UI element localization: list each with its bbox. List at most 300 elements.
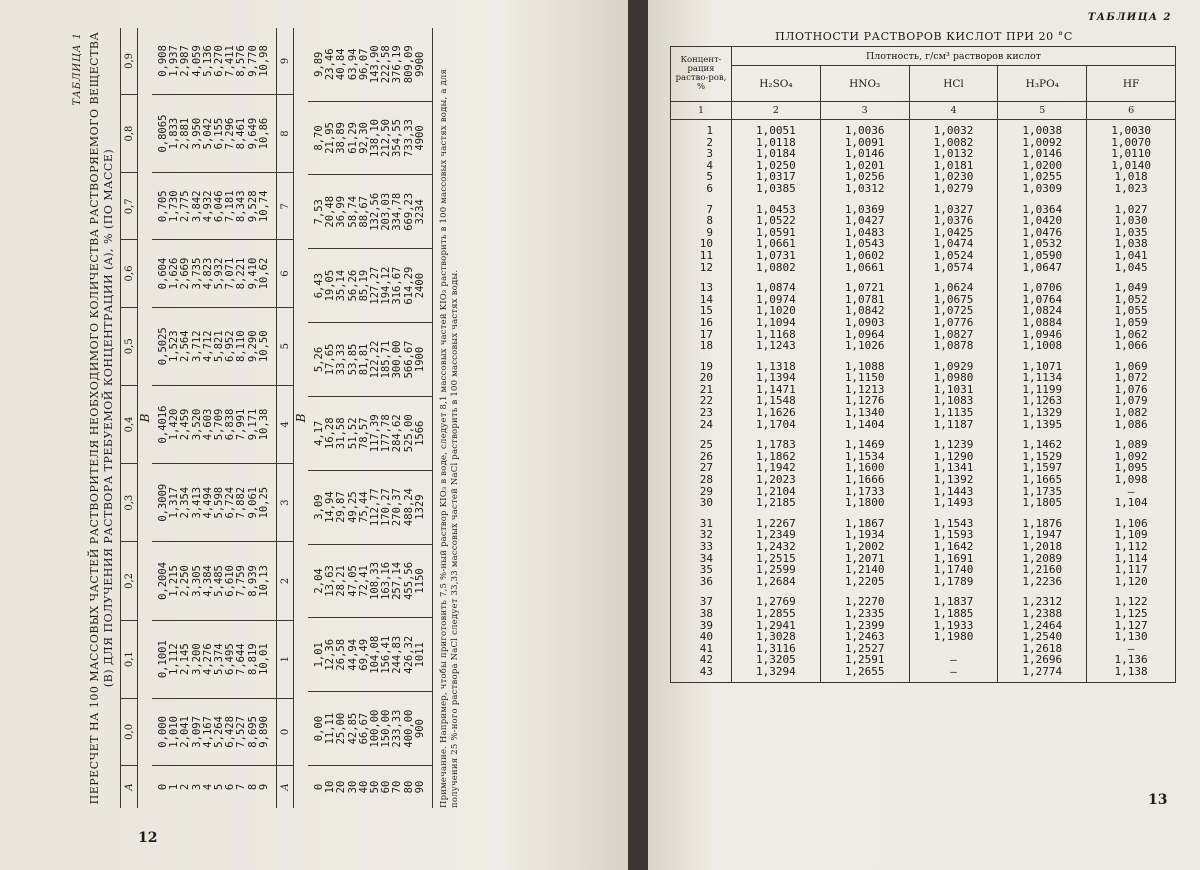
density-value: 1,120 (1114, 574, 1148, 588)
density-value: 1,2089 (1022, 551, 1063, 565)
density-value: 1,138 (1114, 664, 1148, 678)
cell-value: 10,25 (257, 486, 270, 519)
section-letter: B (138, 413, 152, 423)
cell-value: 0,5025 (157, 327, 169, 366)
cell-value: 7,759 (235, 565, 248, 597)
cell-value: 49,25 (346, 491, 359, 523)
cell-value: 1,215 (168, 565, 181, 597)
cell-value: 85,19 (357, 269, 370, 302)
density-value: 1,2349 (756, 528, 796, 542)
cell-value: 11,11 (324, 712, 337, 745)
cell-value: 10,38 (257, 408, 270, 441)
cell-value: 400,00 (402, 709, 415, 748)
density-value: 1,1135 (933, 406, 974, 420)
cell-value: 9,290 (246, 330, 259, 363)
table-1-section-2 (294, 28, 433, 808)
density-value: 1,1341 (933, 461, 974, 475)
cell-value: 244,83 (391, 635, 404, 674)
row-id: 1 (168, 783, 181, 791)
cell-value: 122,22 (369, 340, 382, 379)
cell-value: 5,374 (213, 643, 226, 675)
density-cell-hno3 (820, 277, 909, 356)
density-value: 1,2540 (1022, 630, 1063, 644)
cell-value: 0,908 (157, 45, 169, 77)
cell-value: 58,74 (346, 195, 359, 228)
row-id: 0 (313, 783, 326, 791)
density-value: 1,0369 (844, 202, 885, 216)
density-cell-h2so4 (732, 277, 821, 356)
data-column (152, 240, 277, 307)
density-value: 1,3294 (756, 664, 796, 678)
density-value: 1,1276 (844, 394, 885, 408)
cell-value: 14,94 (324, 491, 337, 523)
cell-value: 150,00 (380, 709, 393, 748)
table-row-group (671, 591, 1176, 682)
cell-value: 6,495 (224, 643, 237, 675)
density-value: 1,0647 (1022, 260, 1063, 274)
density-cell-hf (1087, 277, 1176, 356)
density-value: 1,1443 (933, 484, 974, 498)
cell-value: 8,343 (235, 190, 248, 223)
density-value: 1,2696 (1022, 653, 1063, 667)
density-value: 1,2023 (756, 473, 796, 487)
concentration-value: 19 (699, 359, 713, 373)
column-header: 0,3 (121, 464, 138, 542)
density-cell-h2so4 (732, 591, 821, 682)
density-value: 1,0884 (1022, 315, 1063, 329)
density-value: 1,079 (1114, 394, 1148, 408)
cell-value: 4,059 (190, 45, 203, 77)
concentration-value: 1 (706, 124, 713, 137)
density-value: 1,092 (1114, 449, 1148, 463)
acid-header: H₂SO₄ (732, 66, 821, 102)
density-cell-h3po4 (998, 199, 1087, 278)
concentration-value: 27 (699, 461, 713, 475)
cell-value: 7,071 (224, 257, 237, 290)
concentration-cell (671, 356, 732, 435)
density-value: 1,127 (1114, 618, 1148, 632)
cell-value: 6,724 (224, 486, 237, 519)
concentration-cell (671, 513, 732, 592)
cell-value: 7,527 (235, 716, 248, 748)
cell-value: 35,14 (335, 269, 348, 302)
density-value: 1,2140 (844, 563, 885, 577)
cell-value: 9,89 (313, 51, 326, 77)
cell-value: 8,939 (246, 565, 259, 597)
cell-value: 284,62 (391, 414, 404, 453)
density-value: 1,062 (1114, 327, 1148, 341)
concentration-value: 4 (706, 158, 713, 172)
cell-value: 4,712 (201, 330, 214, 363)
cell-value: 257,14 (391, 561, 404, 600)
concentration-value: 30 (699, 496, 713, 510)
column-header: 0,7 (121, 173, 138, 240)
cell-value: 4,384 (201, 565, 214, 597)
density-value: 1,1529 (1022, 449, 1063, 463)
row-id: 7 (235, 783, 248, 791)
density-value: 1,1534 (844, 449, 885, 463)
column-number: 2 (732, 102, 821, 120)
cell-value: 81,81 (357, 343, 370, 376)
density-value: 1,0781 (844, 292, 885, 306)
column-header: 0,1 (121, 620, 138, 698)
cell-value: 12,36 (324, 638, 337, 671)
cell-value: 185,71 (380, 340, 393, 379)
density-cell-hno3 (820, 356, 909, 435)
density-value: 1,1026 (844, 339, 885, 353)
cell-value: 36,99 (335, 195, 348, 228)
density-cell-h2so4 (732, 199, 821, 278)
cell-value: 3,413 (190, 486, 203, 519)
cell-value: 6,270 (213, 45, 226, 77)
concentration-value: 18 (699, 339, 713, 353)
density-value: 1,041 (1114, 248, 1148, 262)
cell-value: 1,937 (168, 45, 181, 77)
density-value: 1,114 (1114, 551, 1148, 565)
cell-value: 354,55 (391, 119, 404, 157)
row-id: 8 (246, 783, 259, 791)
density-value: 1,0929 (933, 359, 974, 373)
density-value: 1,1392 (933, 473, 974, 487)
density-value: 1,027 (1114, 202, 1148, 216)
density-value: 1,1394 (756, 371, 796, 385)
data-column (152, 28, 277, 94)
density-value: 1,0036 (844, 124, 885, 137)
column-number: 1 (671, 102, 732, 120)
density-value: 1,0250 (756, 158, 796, 172)
cell-value: 334,78 (391, 192, 404, 231)
density-cell-hcl (909, 513, 998, 592)
concentration-value: 13 (699, 281, 713, 295)
concentration-value: 39 (699, 618, 713, 632)
concentration-value: 38 (699, 606, 713, 620)
density-value: 1,0731 (756, 248, 796, 262)
density-value: 1,2399 (844, 618, 885, 632)
cell-value: 112,77 (369, 488, 382, 527)
density-value: 1,0524 (933, 248, 974, 262)
density-value: 1,2335 (844, 606, 885, 620)
concentration-value: 41 (699, 641, 713, 655)
table-1-note: Примечание. Например, чтобы приготовить 7,5 %-ный раствор KIO₃ в воде, следует 8,1 массовых частей KIO₃ растворить в 100 массовых частях воды, а для получения 25 %-ного раствора NaCl следует 33,33 массовых частей NaCl растворить в 100 массовых частях воды. (439, 68, 461, 808)
cell-value: 3,712 (190, 330, 203, 363)
cell-value: 455,56 (402, 561, 415, 600)
density-value: 1,066 (1114, 339, 1148, 353)
cell-value: 7,296 (224, 117, 237, 150)
density-value: 1,0082 (933, 135, 974, 149)
cell-value: 10,74 (257, 190, 270, 223)
density-value: 1,052 (1114, 292, 1148, 306)
density-value: 1,1876 (1022, 516, 1063, 530)
density-value: 1,1885 (933, 606, 974, 620)
concentration-value: 15 (699, 304, 713, 318)
density-value: 1,0420 (1022, 214, 1063, 228)
data-column (152, 542, 277, 620)
density-cell-hf (1087, 199, 1176, 278)
concentration-value: 31 (699, 516, 713, 530)
cell-value: 23,46 (324, 48, 337, 81)
cell-value: 2,881 (179, 117, 192, 150)
concentration-value: 37 (699, 595, 713, 609)
density-value: 1,0038 (1022, 124, 1063, 137)
density-value: 1,0317 (756, 170, 796, 184)
concentration-value: 34 (699, 551, 713, 565)
density-value: 1,0474 (933, 237, 974, 251)
concentration-value: 20 (699, 371, 713, 385)
density-value: 1,1031 (933, 382, 974, 396)
density-value: 1,0827 (933, 327, 974, 341)
cell-value: 69,49 (357, 638, 370, 671)
cell-value: 8,461 (235, 117, 248, 150)
cell-value: 2,04 (313, 568, 326, 594)
concentration-value: 23 (699, 406, 713, 420)
cell-value: 8,70 (313, 125, 326, 151)
cell-value: 4,603 (201, 408, 214, 441)
table-1-rotated (72, 28, 548, 808)
density-value: 1,1071 (1022, 359, 1063, 373)
acid-header: HCl (909, 66, 998, 102)
density-cell-h2so4 (732, 356, 821, 435)
density-value: 1,2527 (844, 641, 885, 655)
cell-value: 26,58 (335, 638, 348, 671)
density-value: 1,1187 (933, 417, 974, 431)
density-value: 1,0974 (756, 292, 796, 306)
data-column (308, 470, 433, 544)
density-value: 1,2432 (756, 540, 796, 553)
table-row-group (671, 356, 1176, 435)
concentration-cell (671, 120, 732, 199)
concentration-value: 22 (699, 394, 713, 408)
data-column (152, 620, 277, 698)
data-column (308, 28, 433, 101)
cell-value: 1,01 (313, 642, 326, 668)
cell-value: 1,317 (168, 486, 181, 519)
density-value: 1,1548 (756, 394, 796, 408)
cell-value: 4,17 (313, 420, 326, 446)
cell-value: 1900 (413, 346, 426, 373)
density-value: 1,109 (1114, 528, 1148, 542)
density-cell-hf (1087, 591, 1176, 682)
density-value: 1,2388 (1022, 606, 1063, 620)
density-value: 1,1329 (1022, 406, 1063, 420)
cell-value: 4,167 (201, 716, 214, 748)
density-value: 1,2769 (756, 595, 796, 609)
density-value: 1,049 (1114, 281, 1148, 295)
cell-value: 2,459 (179, 408, 192, 441)
concentration-value: 10 (699, 237, 713, 251)
concentration-value: 40 (699, 630, 713, 644)
concentration-cell (671, 434, 732, 513)
row-id: 5 (213, 783, 226, 791)
column-number: 6 (1087, 102, 1176, 120)
cell-value: 2,564 (179, 330, 192, 363)
cell-value: 5,042 (201, 117, 214, 150)
data-column (308, 396, 433, 470)
page-number-right: 13 (1148, 792, 1168, 808)
cell-value: 9,410 (246, 257, 259, 290)
density-value: 1,1471 (756, 382, 796, 396)
cell-value: 809,09 (402, 45, 415, 84)
density-cell-hcl (909, 120, 998, 199)
column-header: 0,6 (121, 240, 138, 307)
cell-value: 0,8065 (157, 114, 169, 153)
density-value: 1,1783 (756, 438, 796, 452)
cell-value: 0,705 (157, 190, 169, 223)
concentration-value: 11 (699, 248, 713, 262)
cell-value: 127,27 (369, 266, 382, 305)
density-value: 1,0764 (1022, 292, 1063, 306)
density-value: 1,2185 (756, 496, 796, 510)
cell-value: 16,28 (324, 417, 337, 450)
density-value: 1,2684 (756, 574, 796, 588)
density-value: 1,0624 (933, 281, 974, 295)
cell-value: 6,610 (224, 565, 237, 597)
column-number: 4 (277, 385, 294, 463)
row-id: 3 (190, 783, 203, 791)
density-value: 1,2071 (844, 551, 885, 565)
density-value: 1,1789 (933, 574, 974, 588)
density-value: 1,045 (1114, 260, 1148, 274)
table-row-group (671, 434, 1176, 513)
cell-value: 1,523 (168, 330, 181, 363)
density-value: 1,2855 (756, 606, 796, 620)
table-1-label: ТАБЛИЦА 1 (72, 32, 83, 106)
density-value: 1,0091 (844, 135, 885, 149)
row-id: 20 (335, 780, 348, 794)
data-column (152, 385, 277, 463)
cell-value: 2,354 (179, 486, 192, 519)
cell-value: 3,200 (190, 643, 203, 675)
density-value: 1,0385 (756, 181, 796, 195)
density-value: 1,1626 (756, 406, 796, 420)
density-value: 1,1083 (933, 394, 974, 408)
row-id: 80 (402, 780, 415, 794)
density-value: 1,125 (1114, 606, 1148, 620)
cell-value: 7,53 (313, 199, 326, 225)
cell-value: 20,48 (324, 195, 337, 228)
cell-value: 7,644 (235, 643, 248, 675)
cell-value: 7,411 (224, 45, 237, 77)
density-value: 1,2270 (844, 595, 885, 609)
cell-value: 0,604 (157, 257, 169, 290)
density-value: 1,0327 (933, 202, 974, 216)
cell-value: 25,00 (335, 712, 348, 745)
cell-value: 7,882 (235, 486, 248, 519)
cell-value: 8,819 (246, 643, 259, 675)
cell-value: 614,29 (402, 266, 415, 305)
cell-value: 1011 (413, 642, 426, 668)
density-value: 1,0946 (1022, 327, 1063, 341)
density-value: 1,0532 (1022, 237, 1063, 251)
density-value: 1,1704 (756, 417, 796, 431)
density-value: 1,0721 (844, 281, 885, 295)
density-value: 1,0032 (933, 124, 974, 137)
density-value: 1,3205 (756, 653, 796, 667)
density-value: 1,104 (1114, 496, 1148, 510)
density-value: 1,2618 (1022, 641, 1063, 655)
density-cell-hf (1087, 356, 1176, 435)
density-value: — (950, 653, 957, 667)
corner-label-2: A (279, 783, 291, 791)
cell-value: 3,735 (190, 257, 203, 290)
concentration-value: 26 (699, 449, 713, 463)
density-value: 1,086 (1114, 417, 1148, 431)
cell-value: 1150 (413, 568, 426, 594)
cell-value: 53,85 (346, 343, 359, 376)
density-value: 1,112 (1114, 540, 1148, 553)
concentration-value: 5 (706, 170, 713, 184)
density-cell-h3po4 (998, 356, 1087, 435)
cell-value: 47,05 (346, 565, 359, 597)
density-value: 1,069 (1114, 359, 1148, 373)
column-number: 2 (277, 542, 294, 620)
density-value: 1,030 (1114, 214, 1148, 228)
density-value: 1,2774 (1022, 664, 1063, 678)
row-id: 2 (179, 783, 192, 791)
density-cell-hno3 (820, 120, 909, 199)
density-value: 1,1733 (844, 484, 885, 498)
density-value: 1,0201 (844, 158, 885, 172)
density-value: 1,1805 (1022, 496, 1063, 510)
column-number: 3 (820, 102, 909, 120)
cell-value: 1,626 (168, 257, 181, 290)
concentration-value: 14 (699, 292, 713, 306)
density-value: 1,1088 (844, 359, 885, 373)
cell-value: 88,67 (357, 195, 370, 228)
density-cell-h3po4 (998, 434, 1087, 513)
row-id: 40 (357, 780, 370, 794)
cell-value: 51,52 (346, 417, 359, 450)
cell-value: 17,65 (324, 343, 337, 376)
column-header: 0,5 (121, 307, 138, 385)
density-value: 1,0092 (1022, 135, 1063, 149)
cell-value: 0,2004 (157, 561, 169, 600)
cell-value: 156,41 (380, 635, 393, 674)
cell-value: 9,770 (246, 45, 259, 77)
density-value: 1,2236 (1022, 574, 1063, 588)
cell-value: 5,598 (213, 486, 226, 519)
cell-value: 108,33 (369, 561, 382, 600)
density-value: 1,1800 (844, 496, 885, 510)
row-id: 6 (224, 783, 237, 791)
density-value: 1,0980 (933, 371, 974, 385)
density-cell-h2so4 (732, 513, 821, 592)
density-value: 1,0874 (756, 281, 796, 295)
density-value: 1,1340 (844, 406, 885, 420)
density-value: 1,2267 (756, 516, 796, 530)
density-cell-h2so4 (732, 434, 821, 513)
cell-value: 8,576 (235, 45, 248, 77)
column-number: 7 (277, 173, 294, 240)
density-value: 1,1008 (1022, 339, 1063, 353)
cell-value: 72,41 (357, 565, 370, 597)
cell-value: 733,33 (402, 119, 415, 157)
column-header: 0,2 (121, 542, 138, 620)
density-value: 1,1404 (844, 417, 885, 431)
density-value: 1,2104 (756, 484, 796, 498)
cell-value: 19,05 (324, 269, 337, 302)
density-value: 1,0675 (933, 292, 974, 306)
density-value: 1,2205 (844, 574, 885, 588)
cell-value: 10,98 (257, 45, 270, 77)
cell-value: 132,56 (369, 192, 382, 231)
density-value: 1,1597 (1022, 461, 1063, 475)
data-column (308, 323, 433, 397)
density-value: 1,0181 (933, 158, 974, 172)
density-value: 1,0476 (1022, 225, 1063, 239)
header-density-group: Плотность, г/см³ растворов кислот (732, 47, 1176, 66)
density-value: 1,1469 (844, 438, 885, 452)
column-number: 6 (277, 240, 294, 307)
